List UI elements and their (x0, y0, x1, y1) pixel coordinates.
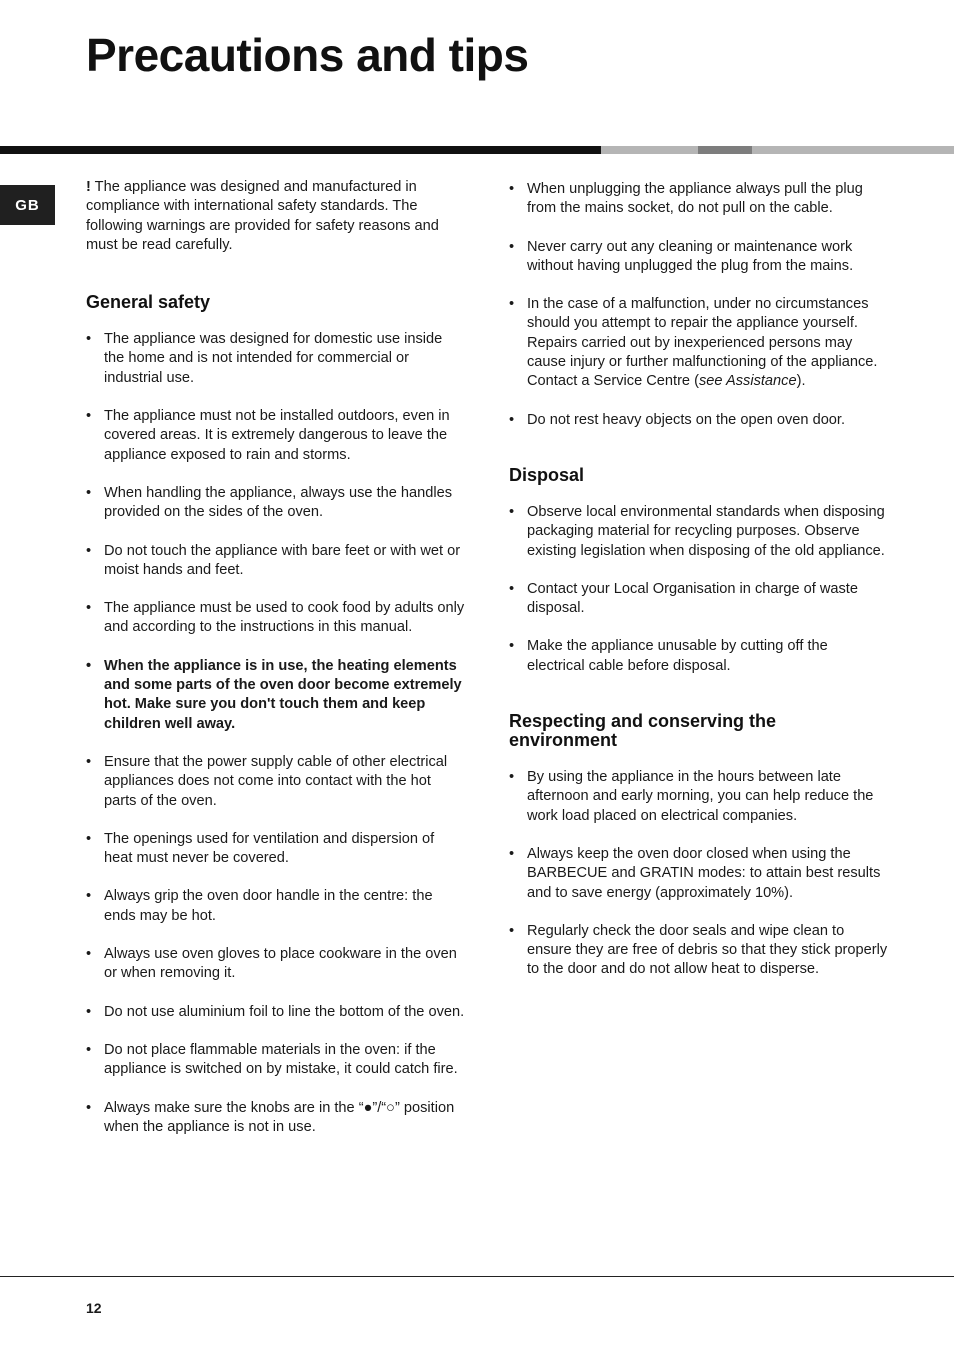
list-item-text: The openings used for ventilation and dispersion of heat must never be covered. (104, 830, 435, 867)
list-item-text: Make the appliance unusable by cutting off the electrical cable before disposal. (527, 638, 828, 674)
list-item (86, 753, 466, 811)
list-item-text: Contact your Local Organisation in charge of waste disposal. (527, 580, 858, 617)
header-rule-gray-end (752, 146, 954, 154)
bullet: • (86, 1003, 92, 1020)
list-item-warning (86, 657, 466, 734)
list-item (86, 330, 466, 388)
bullet: • (509, 922, 515, 939)
bullet: • (509, 769, 515, 786)
bullet: • (509, 503, 515, 520)
general-safety-heading: General safety (86, 292, 211, 313)
list-item-text: The appliance was designed for domestic use inside the home and is not intended for commercial or industrial use. (104, 331, 443, 386)
list-item (509, 411, 889, 430)
malfunction-text-end: ). (796, 373, 806, 390)
list-item-text: Always keep the oven door closed when using the BARBECUE and GRATIN modes: to attain best results and to save energy (approximately 10%). (527, 845, 881, 901)
intro-text: The appliance was designed and manufactured in compliance with international safety standards. The following warnings are provided for safety reasons and must be read carefully. (86, 179, 439, 253)
bullet: • (509, 296, 515, 313)
warning-mark: ! (86, 179, 91, 195)
environment-heading: Respecting and conserving the environment (509, 711, 777, 751)
list-item (86, 542, 466, 581)
list-item-text (527, 296, 877, 389)
list-item-text: When handling the appliance, always use the handles provided on the sides of the oven. (104, 484, 453, 521)
list-item-text: By using the appliance in the hours between late afternoon and early morning, you can help reduce the work load placed on electrical companies. (527, 769, 874, 824)
list-item (86, 830, 466, 869)
bullet: • (86, 600, 92, 617)
list-item-text: When unplugging the appliance always pull the plug from the mains socket, do not pull on the cable. (527, 181, 863, 217)
intro-paragraph (86, 178, 466, 255)
malfunction-text: In the case of a malfunction, under no circumstances should you attempt to repair the appliance yourself. Repairs carried out by inexperienced persons may cause injury or further malfunctioning of the appliance. Contact a Service Centre ( (527, 296, 878, 390)
bullet: • (509, 580, 515, 597)
list-item (86, 1003, 466, 1022)
header-rule-dark-gray (698, 146, 752, 154)
list-item (86, 407, 466, 465)
disposal-heading: Disposal (509, 464, 585, 485)
header-rule-black (0, 146, 601, 154)
environment-list (509, 768, 889, 980)
right-column (509, 178, 889, 1016)
bullet: • (86, 542, 92, 559)
bullet: • (86, 1099, 92, 1116)
bullet: • (86, 753, 92, 770)
list-item (86, 599, 466, 638)
bullet: • (86, 1041, 92, 1058)
bullet: • (509, 411, 515, 428)
list-item (86, 1099, 466, 1138)
disposal-list (509, 503, 889, 676)
list-item (509, 238, 889, 277)
list-item (509, 180, 889, 219)
bullet: • (86, 830, 92, 847)
list-item (509, 922, 889, 980)
list-item-text: Never carry out any cleaning or maintenance work without having unplugged the plug from the mains. (527, 238, 854, 274)
list-item (509, 295, 889, 391)
page-number: 12 (86, 1300, 102, 1316)
list-item-text: Regularly check the door seals and wipe clean to ensure they are free of debris so that they stick properly to the door and do not allow heat to disperse. (527, 922, 888, 978)
list-item-text: Do not rest heavy objects on the open oven door. (527, 411, 846, 428)
bullet: • (509, 638, 515, 655)
header-rule-gray (601, 146, 698, 154)
list-item-text: Always use oven gloves to place cookware in the oven or when removing it. (104, 946, 457, 982)
bullet: • (86, 331, 92, 348)
list-item-text: Always make sure the knobs are in the “●”/“○” position when the appliance is not in use. (104, 1099, 455, 1135)
list-item-text: The appliance must not be installed outdoors, even in covered areas. It is extremely dangerous to leave the appliance exposed to rain and storms. (104, 408, 450, 463)
general-safety-continued-list (509, 180, 889, 430)
list-item-text: Do not use aluminium foil to line the bottom of the oven. (104, 1003, 465, 1020)
left-column (86, 178, 466, 1156)
list-item-text: Ensure that the power supply cable of other electrical appliances does not come into contact with the hot parts of the oven. (104, 753, 448, 809)
list-item (86, 1041, 466, 1080)
bullet: • (509, 845, 515, 862)
language-tab: GB (0, 185, 55, 225)
bullet: • (86, 888, 92, 905)
list-item (509, 580, 889, 619)
list-item (86, 887, 466, 926)
bullet: • (86, 484, 92, 501)
list-item (86, 484, 466, 523)
general-safety-list (86, 330, 466, 1137)
bullet: • (86, 946, 92, 963)
list-item-text: Always grip the oven door handle in the centre: the ends may be hot. (104, 888, 433, 924)
list-item (86, 945, 466, 984)
page-title: Precautions and tips (86, 29, 529, 81)
list-item-text: The appliance must be used to cook food by adults only and according to the instructions in this manual. (104, 600, 465, 636)
list-item (509, 503, 889, 561)
bullet: • (86, 408, 92, 425)
footer-rule (0, 1276, 954, 1277)
assistance-reference: see Assistance (698, 373, 797, 390)
list-item-text: Do not touch the appliance with bare feet or with wet or moist hands and feet. (104, 542, 461, 578)
list-item-text: When the appliance is in use, the heating elements and some parts of the oven door become extremely hot. Make sure you don't touch them and keep children well away. (104, 657, 462, 732)
list-item (509, 768, 889, 826)
list-item (509, 637, 889, 676)
list-item (509, 845, 889, 903)
bullet: • (86, 657, 92, 674)
bullet: • (509, 181, 515, 197)
list-item-text: Observe local environmental standards when disposing packaging material for recycling purposes. Observe existing legislation when disposing of the old appliance. (527, 503, 885, 559)
bullet: • (509, 238, 515, 255)
list-item-text: Do not place flammable materials in the oven: if the appliance is switched on by mistake, it could catch fire. (104, 1041, 458, 1078)
